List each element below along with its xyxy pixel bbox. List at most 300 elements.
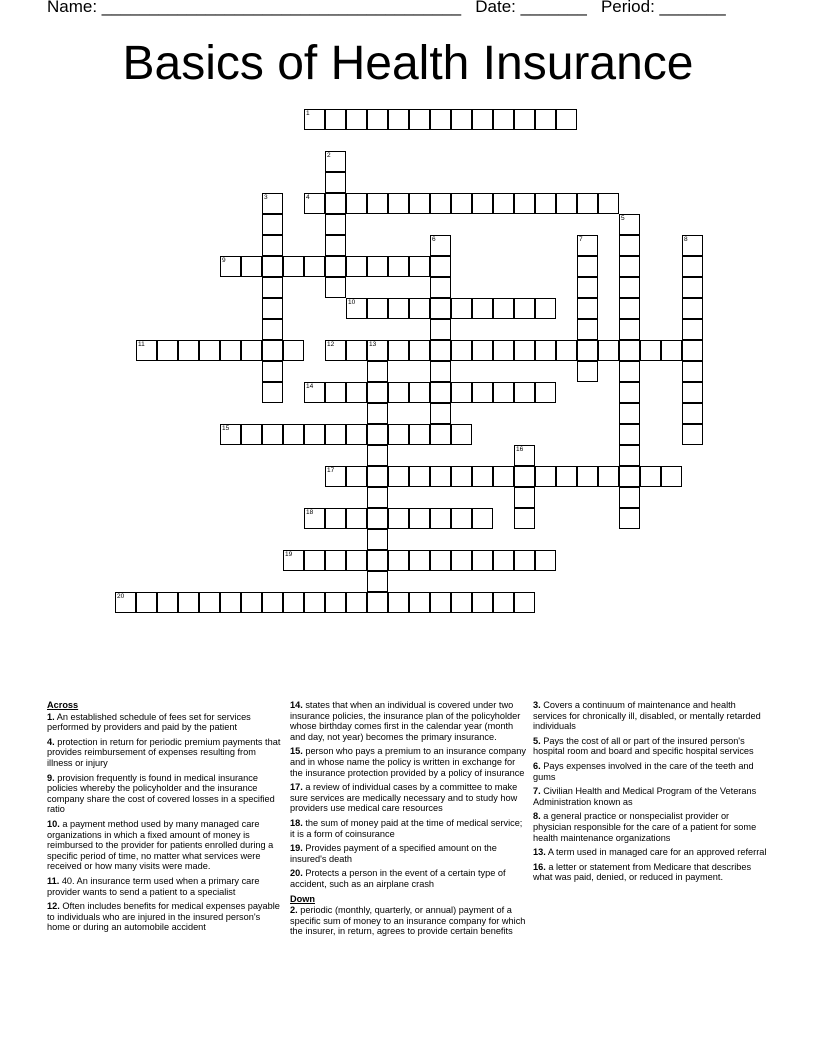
clue-text: person who pays a premium to an insurance company and in whose name the policy is written in exchange for the insurance protection provided by a policy of insurance (290, 746, 526, 778)
clues-column-3 (533, 700, 769, 887)
crossword-cell[interactable] (493, 298, 514, 319)
crossword-cell[interactable] (514, 508, 535, 529)
crossword-cell[interactable] (409, 550, 430, 571)
crossword-cell[interactable] (178, 340, 199, 361)
crossword-cell[interactable] (388, 466, 409, 487)
crossword-cell[interactable] (472, 466, 493, 487)
clue-number-label: 14 (306, 383, 314, 390)
crossword-cell[interactable] (556, 466, 577, 487)
clue-text: Protects a person in the event of a certain type of accident, such as an airplane crash (290, 868, 506, 889)
crossword-cell[interactable] (325, 256, 346, 277)
clue-number: 3. (533, 700, 541, 710)
crossword-cell[interactable] (388, 550, 409, 571)
crossword-cell[interactable] (598, 466, 619, 487)
crossword-cell[interactable] (451, 592, 472, 613)
crossword-cell[interactable] (241, 340, 262, 361)
crossword-cell[interactable] (409, 298, 430, 319)
crossword-cell[interactable] (346, 382, 367, 403)
clue-item (533, 761, 769, 782)
crossword-cell[interactable] (262, 382, 283, 403)
clue-text: periodic (monthly, quarterly, or annual) payment of a specific sum of money to an insurance company for which the insurer, in return, agrees to provide certain benefits (290, 905, 526, 937)
crossword-cell[interactable] (325, 550, 346, 571)
clue-item (47, 876, 283, 897)
crossword-cell[interactable] (367, 571, 388, 592)
clue-text: a payment method used by many managed care organizations in which a fixed amount of money is reimbursed to the provider for patients enrolled during a specific period of time, no matter what services were received or how many visits were made. (47, 818, 274, 872)
crossword-cell[interactable] (367, 193, 388, 214)
crossword-cell[interactable] (682, 382, 703, 403)
crossword-cell[interactable] (262, 214, 283, 235)
crossword-cell[interactable] (556, 193, 577, 214)
crossword-cell[interactable] (430, 193, 451, 214)
clue-number-label: 6 (432, 236, 436, 243)
crossword-cell[interactable] (346, 340, 367, 361)
clue-number-label: 5 (621, 215, 625, 222)
crossword-cell[interactable] (577, 256, 598, 277)
clue-item (290, 746, 526, 778)
crossword-cell[interactable] (577, 319, 598, 340)
clues-column-1 (47, 700, 283, 937)
clue-item (533, 700, 769, 732)
clue-text: 40. An insurance term used when a primary care provider wants to send a patient to a specialist (47, 875, 260, 897)
crossword-cell[interactable] (346, 298, 367, 319)
crossword-cell[interactable] (619, 508, 640, 529)
crossword-cell[interactable] (304, 592, 325, 613)
clue-text: a general practice or nonspecialist provider or physician responsible for the care of a patient for some health maintenance organizations (533, 811, 757, 843)
crossword-cell[interactable] (241, 256, 262, 277)
crossword-cell[interactable] (241, 592, 262, 613)
crossword-cell[interactable] (682, 298, 703, 319)
crossword-cell[interactable] (283, 550, 304, 571)
crossword-cell[interactable] (514, 298, 535, 319)
clue-number: 5. (533, 735, 541, 746)
crossword-cell[interactable] (346, 193, 367, 214)
crossword-cell[interactable] (430, 550, 451, 571)
crossword-cell[interactable] (388, 382, 409, 403)
crossword-cell[interactable] (577, 277, 598, 298)
clue-item (47, 712, 283, 733)
clue-number: 9. (47, 772, 55, 783)
clue-text: Provides payment of a specified amount on the insured's death (290, 843, 497, 864)
crossword-cell[interactable] (430, 319, 451, 340)
crossword-cell[interactable] (325, 109, 346, 130)
crossword-cell[interactable] (304, 109, 325, 130)
crossword-cell[interactable] (430, 403, 451, 424)
clue-number: 14. (290, 700, 303, 710)
clue-item (533, 847, 769, 858)
crossword-cell[interactable] (325, 277, 346, 298)
crossword-cell[interactable] (367, 403, 388, 424)
down-heading: Down (290, 893, 316, 904)
crossword-cell[interactable] (451, 298, 472, 319)
crossword-cell[interactable] (430, 361, 451, 382)
crossword-cell[interactable] (388, 109, 409, 130)
clue-item (290, 843, 526, 864)
crossword-cell[interactable] (556, 340, 577, 361)
crossword-cell[interactable] (682, 361, 703, 382)
crossword-cell[interactable] (430, 277, 451, 298)
crossword-cell[interactable] (493, 382, 514, 403)
crossword-cell[interactable] (619, 277, 640, 298)
crossword-cell[interactable] (493, 466, 514, 487)
crossword-cell[interactable] (556, 109, 577, 130)
crossword-cell[interactable] (472, 382, 493, 403)
crossword-cell[interactable] (199, 340, 220, 361)
crossword-cell[interactable] (367, 466, 388, 487)
crossword-cell[interactable] (241, 424, 262, 445)
clue-number: 15. (290, 746, 303, 757)
crossword-cell[interactable] (325, 151, 346, 172)
clue-text: provision frequently is found in medical insurance policies whereby the policyholder and the insurance company share the cost of covered losses in a specified ratio (47, 772, 275, 815)
crossword-cell[interactable] (472, 340, 493, 361)
clue-number-label: 12 (327, 341, 335, 348)
crossword-cell[interactable] (262, 319, 283, 340)
crossword-cell[interactable] (430, 424, 451, 445)
clue-item (533, 862, 769, 883)
clue-text: Pays the cost of all or part of the insured person's hospital room and board and specific hospital services (533, 735, 754, 757)
clue-text: A term used in managed care for an approved referral (545, 847, 767, 858)
crossword-cell[interactable] (619, 466, 640, 487)
crossword-cell[interactable] (346, 424, 367, 445)
crossword-cell[interactable] (451, 550, 472, 571)
clue-item (290, 818, 526, 839)
clue-item (290, 700, 526, 742)
crossword-cell[interactable] (472, 109, 493, 130)
crossword-cell[interactable] (535, 340, 556, 361)
crossword-cell[interactable] (535, 466, 556, 487)
crossword-cell[interactable] (619, 319, 640, 340)
crossword-cell[interactable] (430, 466, 451, 487)
crossword-cell[interactable] (325, 214, 346, 235)
clue-number: 7. (533, 786, 541, 797)
crossword-cell[interactable] (388, 193, 409, 214)
crossword-cell[interactable] (535, 298, 556, 319)
crossword-cell[interactable] (493, 550, 514, 571)
crossword-cell[interactable] (535, 109, 556, 130)
clue-number: 2. (290, 905, 298, 916)
clue-number-label: 13 (369, 341, 377, 348)
clue-number: 12. (47, 901, 60, 912)
clue-number-label: 17 (327, 467, 335, 474)
crossword-cell[interactable] (682, 319, 703, 340)
crossword-cell[interactable] (367, 298, 388, 319)
crossword-cell[interactable] (367, 109, 388, 130)
clue-number: 1. (47, 711, 55, 722)
clue-number: 10. (47, 818, 60, 829)
clue-number-label: 19 (285, 551, 293, 558)
clue-number: 6. (533, 760, 541, 771)
clue-number-label: 3 (264, 194, 268, 201)
clue-number: 4. (47, 736, 55, 747)
crossword-cell[interactable] (262, 424, 283, 445)
clue-item (47, 819, 283, 872)
crossword-cell[interactable] (682, 340, 703, 361)
crossword-cell[interactable] (514, 109, 535, 130)
clue-number-label: 10 (348, 299, 356, 306)
crossword-cell[interactable] (577, 298, 598, 319)
crossword-cell[interactable] (283, 256, 304, 277)
crossword-cell[interactable] (262, 298, 283, 319)
crossword-cell[interactable] (325, 172, 346, 193)
name-date-period-line: Name: ______________________________________ Date: _______ Period: _______ (47, 0, 726, 16)
crossword-cell[interactable] (346, 508, 367, 529)
clue-text: protection in return for periodic premium payments that provides reimbursement of expenses resulting from illness or injury (47, 736, 281, 768)
clue-number-label: 4 (306, 194, 310, 201)
crossword-cell[interactable] (514, 445, 535, 466)
crossword-cell[interactable] (367, 361, 388, 382)
crossword-cell[interactable] (262, 256, 283, 277)
clue-number-label: 1 (306, 110, 310, 117)
crossword-cell[interactable] (619, 403, 640, 424)
crossword-cell[interactable] (325, 235, 346, 256)
crossword-cell[interactable] (409, 466, 430, 487)
crossword-cell[interactable] (136, 592, 157, 613)
crossword-cell[interactable] (493, 340, 514, 361)
crossword-cell[interactable] (619, 487, 640, 508)
clue-number-label: 2 (327, 152, 331, 159)
crossword-cell[interactable] (451, 340, 472, 361)
crossword-cell[interactable] (514, 592, 535, 613)
crossword-cell[interactable] (325, 193, 346, 214)
crossword-cell[interactable] (472, 508, 493, 529)
crossword-cell[interactable] (682, 235, 703, 256)
clue-number-label: 18 (306, 509, 314, 516)
clue-number-label: 7 (579, 236, 583, 243)
crossword-cell[interactable] (388, 298, 409, 319)
crossword-cell[interactable] (409, 109, 430, 130)
crossword-cell[interactable] (451, 382, 472, 403)
crossword-cell[interactable] (304, 508, 325, 529)
clue-text: states that when an individual is covered under two insurance policies, the insurance plan of the policyholder whose birthday comes first in the calendar year (month and day, not year) becomes the primary insurance. (290, 700, 521, 742)
clue-text: a letter or statement from Medicare that describes what was paid, denied, or reduced in payment. (533, 861, 752, 883)
crossword-cell[interactable] (283, 592, 304, 613)
crossword-cell[interactable] (325, 592, 346, 613)
crossword-cell[interactable] (409, 340, 430, 361)
crossword-cell[interactable] (619, 256, 640, 277)
crossword-cell[interactable] (304, 382, 325, 403)
crossword-cell[interactable] (451, 508, 472, 529)
crossword-cell[interactable] (367, 445, 388, 466)
crossword-cell[interactable] (325, 382, 346, 403)
crossword-cell[interactable] (409, 256, 430, 277)
crossword-cell[interactable] (619, 424, 640, 445)
crossword-cell[interactable] (367, 424, 388, 445)
crossword-cell[interactable] (493, 193, 514, 214)
crossword-cell[interactable] (451, 109, 472, 130)
crossword-cell[interactable] (388, 424, 409, 445)
crossword-cell[interactable] (262, 235, 283, 256)
crossword-cell[interactable] (598, 193, 619, 214)
crossword-cell[interactable] (220, 424, 241, 445)
crossword-cell[interactable] (367, 508, 388, 529)
crossword-cell[interactable] (472, 550, 493, 571)
clue-item (533, 811, 769, 843)
crossword-cell[interactable] (220, 340, 241, 361)
crossword-cell[interactable] (577, 235, 598, 256)
crossword-cell[interactable] (367, 592, 388, 613)
crossword-cell[interactable] (367, 340, 388, 361)
crossword-cell[interactable] (430, 340, 451, 361)
crossword-cell[interactable] (388, 256, 409, 277)
crossword-cell[interactable] (409, 508, 430, 529)
crossword-cell[interactable] (409, 424, 430, 445)
clue-number: 18. (290, 817, 303, 828)
crossword-cell[interactable] (388, 340, 409, 361)
clue-number: 19. (290, 843, 303, 854)
crossword-cell[interactable] (346, 256, 367, 277)
clue-text: Civilian Health and Medical Program of the Veterans Administration known as (533, 786, 757, 807)
clue-text: Pays expenses involved in the care of the teeth and gums (533, 760, 754, 782)
crossword-cell[interactable] (430, 382, 451, 403)
crossword-cell[interactable] (304, 256, 325, 277)
crossword-cell[interactable] (262, 277, 283, 298)
crossword-cell[interactable] (262, 592, 283, 613)
crossword-cell[interactable] (577, 361, 598, 382)
crossword-cell[interactable] (619, 361, 640, 382)
crossword-cell[interactable] (619, 445, 640, 466)
crossword-cell[interactable] (661, 340, 682, 361)
clue-number-label: 15 (222, 425, 230, 432)
crossword-cell[interactable] (661, 466, 682, 487)
crossword-cell[interactable] (115, 592, 136, 613)
clues-column-2 (290, 700, 526, 941)
crossword-cell[interactable] (283, 340, 304, 361)
crossword-cell[interactable] (325, 466, 346, 487)
clue-item (47, 737, 283, 769)
crossword-cell[interactable] (367, 256, 388, 277)
clue-number-label: 8 (684, 236, 688, 243)
clue-number: 11. (47, 875, 60, 886)
clue-number-label: 20 (117, 593, 125, 600)
crossword-cell[interactable] (577, 340, 598, 361)
crossword-cell[interactable] (388, 592, 409, 613)
crossword-cell[interactable] (430, 592, 451, 613)
crossword-cell[interactable] (535, 550, 556, 571)
crossword-cell[interactable] (304, 424, 325, 445)
clue-item (47, 773, 283, 815)
crossword-cell[interactable] (514, 466, 535, 487)
crossword-cell[interactable] (367, 382, 388, 403)
crossword-cell[interactable] (535, 382, 556, 403)
crossword-cell[interactable] (220, 256, 241, 277)
crossword-cell[interactable] (367, 550, 388, 571)
crossword-cell[interactable] (514, 550, 535, 571)
crossword-cell[interactable] (283, 424, 304, 445)
crossword-cell[interactable] (430, 508, 451, 529)
crossword-cell[interactable] (136, 340, 157, 361)
clue-number-label: 16 (516, 446, 524, 453)
crossword-cell[interactable] (472, 592, 493, 613)
clue-text: Often includes benefits for medical expenses payable to individuals who are injured in the insured person's home or during an automobile accident (47, 901, 280, 933)
crossword-cell[interactable] (325, 340, 346, 361)
crossword-cell[interactable] (682, 256, 703, 277)
clue-number: 20. (290, 868, 303, 879)
crossword-cell[interactable] (451, 466, 472, 487)
clue-number: 17. (290, 782, 303, 793)
crossword-cell[interactable] (577, 466, 598, 487)
crossword-cell[interactable] (157, 340, 178, 361)
crossword-cell[interactable] (598, 340, 619, 361)
crossword-cell[interactable] (619, 340, 640, 361)
crossword-cell[interactable] (346, 109, 367, 130)
clue-item (290, 905, 526, 937)
crossword-cell[interactable] (493, 109, 514, 130)
clue-text: the sum of money paid at the time of medical service; it is a form of coinsurance (290, 817, 523, 839)
clue-number-label: 11 (138, 341, 145, 348)
crossword-cell[interactable] (388, 508, 409, 529)
clue-number-label: 9 (222, 257, 226, 264)
crossword-cell[interactable] (472, 193, 493, 214)
crossword-cell[interactable] (430, 298, 451, 319)
crossword-cell[interactable] (304, 550, 325, 571)
crossword-cell[interactable] (346, 592, 367, 613)
clue-text: Covers a continuum of maintenance and health services for chronically ill, disabled, or mentally retarded individuals (533, 700, 761, 732)
crossword-cell[interactable] (325, 424, 346, 445)
crossword-cell[interactable] (493, 592, 514, 613)
crossword-cell[interactable] (430, 109, 451, 130)
crossword-cell[interactable] (682, 277, 703, 298)
across-heading: Across (47, 700, 79, 710)
clue-item (533, 736, 769, 757)
crossword-cell[interactable] (346, 466, 367, 487)
crossword-cell[interactable] (682, 403, 703, 424)
clue-text: a review of individual cases by a committee to make sure services are medically necessary and to study how providers use medical care resources (290, 782, 518, 814)
crossword-cell[interactable] (157, 592, 178, 613)
crossword-cell[interactable] (619, 298, 640, 319)
crossword-cell[interactable] (514, 487, 535, 508)
crossword-cell[interactable] (472, 298, 493, 319)
crossword-cell[interactable] (367, 529, 388, 550)
crossword-cell[interactable] (535, 193, 556, 214)
clue-item (47, 901, 283, 933)
crossword-cell[interactable] (514, 193, 535, 214)
crossword-cell[interactable] (430, 235, 451, 256)
crossword-cell[interactable] (262, 193, 283, 214)
crossword-cell[interactable] (577, 193, 598, 214)
crossword-cell[interactable] (514, 340, 535, 361)
clue-item (290, 782, 526, 814)
crossword-cell[interactable] (325, 508, 346, 529)
crossword-cell[interactable] (262, 361, 283, 382)
crossword-cell[interactable] (262, 340, 283, 361)
crossword-cell[interactable] (451, 193, 472, 214)
crossword-cell[interactable] (640, 466, 661, 487)
crossword-cell[interactable] (619, 382, 640, 403)
crossword-cell[interactable] (430, 256, 451, 277)
clue-number: 16. (533, 861, 546, 872)
clue-number: 13. (533, 847, 546, 858)
crossword-cell[interactable] (514, 382, 535, 403)
crossword-cell[interactable] (451, 424, 472, 445)
clue-item (533, 786, 769, 807)
crossword-cell[interactable] (346, 550, 367, 571)
crossword-cell[interactable] (619, 214, 640, 235)
clue-item (290, 868, 526, 889)
crossword-cell[interactable] (682, 424, 703, 445)
crossword-cell[interactable] (367, 487, 388, 508)
clue-number: 8. (533, 811, 541, 822)
crossword-cell[interactable] (409, 592, 430, 613)
crossword-cell[interactable] (178, 592, 199, 613)
crossword-cell[interactable] (640, 340, 661, 361)
crossword-cell[interactable] (409, 382, 430, 403)
clue-text: An established schedule of fees set for services performed by providers and paid by the patient (47, 711, 251, 733)
page-title: Basics of Health Insurance (122, 37, 694, 90)
crossword-cell[interactable] (619, 235, 640, 256)
crossword-cell[interactable] (199, 592, 220, 613)
crossword-cell[interactable] (220, 592, 241, 613)
crossword-cell[interactable] (409, 193, 430, 214)
crossword-cell[interactable] (304, 193, 325, 214)
